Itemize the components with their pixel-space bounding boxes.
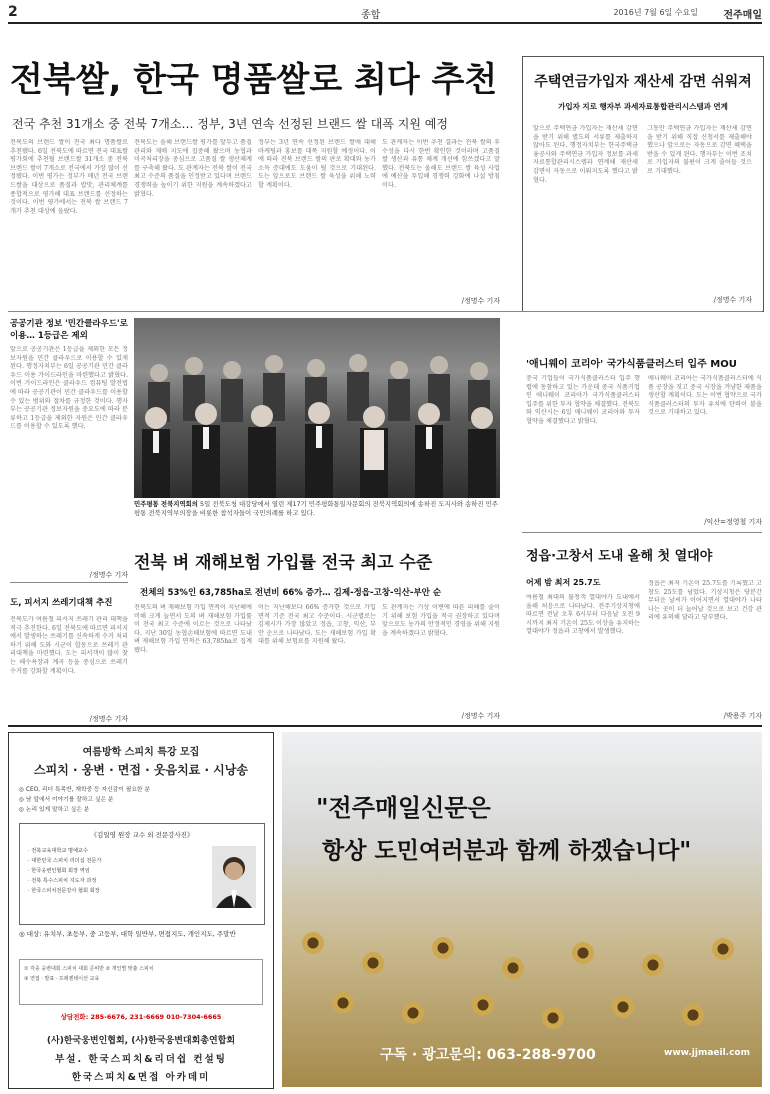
sunflower-icon: [572, 942, 594, 964]
header-rule: [8, 22, 762, 24]
photo-caption: [134, 500, 500, 517]
mou-byline: /익산=정영철 기자: [704, 518, 762, 526]
lead-subhead: 전국 추천 31개소 중 전북 7개소… 정부, 3년 연속 선정된 브랜드 쌀 대폭 지원 예정: [12, 117, 448, 131]
lead-col-2: 전북도는 올해 브랜드쌀 평가를 앞두고 품질 관리와 재배 지도에 집중해 왔으며 농협과 미곡처리장을 중심으로 고품질 쌀 생산체계를 구축해 왔다. 도 관계자는 전북 쌀이 전국 최고 수준의 품질을 인정받고 있다며 브랜드 경쟁력을 높이기 위한 지원을 계속하겠다고 밝혔다.: [134, 139, 252, 198]
tax-byline: /정명수 기자: [713, 296, 752, 304]
paper-promo-ad: [282, 732, 762, 1087]
ad-rule: [8, 725, 762, 727]
insurance-col-3: 도 관계자는 기상 이변에 따른 피해를 줄이기 위해 보험 가입을 적극 권장하고 있다며 앞으로도 농가의 안정적인 경영을 위해 지원을 계속하겠다고 밝혔다.: [382, 604, 500, 637]
crowd-photo-illustration: [134, 318, 500, 498]
sunflower-icon: [712, 938, 734, 960]
ad-title-1: 여름방학 스피치 특강 모집: [82, 747, 200, 758]
heat-col-2: 정읍은 최저 기온이 25.7도를 기록했고 고창도 25도를 넘었다. 기상지청은 당분간 무더운 날씨가 이어지면서 열대야가 나타나는 곳이 더 늘어날 것으로 보고 건강 관리에 유의해 달라고 당부했다.: [648, 580, 762, 622]
lead-col-3: 정부는 3년 연속 선정된 브랜드 쌀에 대해 마케팅과 홍보를 대폭 지원할 예정이다. 이에 따라 전북 브랜드 쌀의 판로 확대와 농가 소득 증대에도 도움이 될 것으로 기대된다. 도는 앞으로도 브랜드 쌀 육성을 위해 노력할 계획이다.: [258, 139, 376, 189]
ad-line-1: ◎ CEO, 리더 특목반, 재학중 등 자신감이 필요한 분: [19, 787, 150, 793]
sunflower-icon: [402, 1002, 424, 1024]
ad-name-2: 한국스피치&면접 아카데미: [71, 1072, 211, 1083]
page-number: 2: [8, 4, 18, 20]
lead-headline: 전북쌀, 한국 명품쌀로 최다 추천: [10, 60, 498, 100]
sunflower-icon: [332, 992, 354, 1014]
ad-org: (사)한국웅변인협회, (사)한국웅변대회총연합회: [46, 1036, 236, 1046]
sunflower-icon: [642, 954, 664, 976]
ad-profile-list: [28, 846, 178, 896]
ad-name-1: 부설. 한국스피치&리더쉽 컨설팅: [55, 1054, 227, 1065]
ad-target: ◎ 대상: 유치부, 초등부, 중 고등부, 대학 일반부, 면접지도, 개인지도, 주말반: [19, 930, 236, 938]
sunflower-icon: [432, 937, 454, 959]
mou-col-2: 애니웨이 코리아는 국가식품클러스터에 식품 공장을 짓고 중국 시장을 겨냥한 제품을 생산할 계획이다. 도는 이번 협약으로 국가식품클러스터의 투자 유치에 탄력이 붙을 것으로 기대하고 있다.: [648, 375, 762, 417]
tax-col-2: 그동안 주택연금 가입자는 재산세 감면을 받기 위해 직접 신청서를 제출해야 했으나 앞으로는 자동으로 감면 혜택을 받을 수 있게 된다. 행자부는 이번 조치로 가입자의 불편이 크게 줄어들 것으로 기대했다.: [647, 125, 752, 175]
paper-name: 전주매일: [723, 10, 762, 21]
insurance-subtitle: 전체의 53%인 63,785ha로 전년비 66% 증가… 김제-정읍-고창-익산-부안 순: [140, 588, 442, 598]
ad-title-2: 스피치 · 웅변 · 면접 · 웃음치료 · 시낭송: [34, 763, 248, 777]
waste-title: 도, 피서지 쓰레기대책 추진: [10, 598, 113, 608]
heat-col-1: 여름철 최대의 불청객 열대야가 도내에서 올해 처음으로 나타났다. 전주기상지청에 따르면 전날 오후 6시부터 다음날 오전 9시까지 최저 기온이 25도 이상을 유지하는 열대야가 정읍과 고창에서 발생했다.: [526, 594, 640, 636]
sunflower-icon: [302, 932, 324, 954]
ad-contact-line: 구독 · 광고문의: 063-288-9700: [380, 1047, 596, 1063]
ad-website: www.jjmaeil.com: [664, 1048, 750, 1058]
sunflower-icon: [612, 996, 634, 1018]
photo-caption-text: 5일 전북도청 대강당에서 열린 제17기 민주평화통일자문회의 전북지역회의에 송하진 도지사와 송하진 민주평통 전북지역부의장을 비롯한 참석자들이 국민의례를 하고 있다.: [134, 500, 498, 517]
cloud-body: 앞으로 공공기관은 1등급을 제외한 모든 정보자원을 민간 클라우드로 이용할 수 있게 된다. 행정자치부는 6일 공공기관 민간 클라우드 이용 가이드라인을 마련했다고 밝혔다. 이번 가이드라인은 클라우드 컴퓨팅 발전법에 따라 공공기관이 민간 클라우드를 이용할 수 있는 범위와 절차를 규정한 것이다. 행자부는 공공기관 정보자원을 중요도에 따라 분류하고 1등급을 제외한 자원은 민간 클라우드를 이용할 수 있도록 했다.: [10, 346, 128, 431]
waste-byline: /정명수 기자: [89, 715, 128, 723]
ad-profile-3: · 한국웅변인협회 회장 역임: [28, 868, 90, 874]
waste-body: 전북도가 여름철 피서지 쓰레기 관리 대책을 적극 추진한다. 6일 전북도에 따르면 피서지에서 발생하는 쓰레기를 신속하게 수거 처리하기 위해 도와 시군이 합동으로 쓰레기 관리대책을 마련했다. 도는 피서객이 많이 찾는 해수욕장과 계곡 등을 중심으로 쓰레기 수거를 강화할 계획이다.: [10, 616, 128, 675]
section-rule: [8, 311, 762, 312]
ad-contact: 상담전화: 285-6676, 231-6669 010-7304-6665: [60, 1013, 222, 1021]
news-photo: [134, 318, 500, 498]
issue-date: 2016년 7월 6일 수요일: [613, 8, 698, 17]
lead-byline: /정명수 기자: [461, 297, 500, 305]
section-name: 종합: [361, 10, 381, 21]
ad-extra-2: ③ 면접 · 발표 · 프레젠테이션 교육: [24, 976, 100, 982]
page-header: [8, 6, 762, 20]
ad-profile-box: [19, 823, 265, 925]
photo-caption-title: 민주평통 전북지역회의: [134, 500, 198, 508]
ad-line-2: ◎ 남 앞에서 이야기를 잘하고 싶은 분: [19, 797, 114, 803]
instructor-portrait-icon: [212, 846, 256, 908]
sunflower-icon: [472, 994, 494, 1016]
ad-extra-1: ① 각종 웅변대회 스피치 대회 준비반 ② 개인별 맞춤 스피치: [24, 966, 154, 972]
sunflower-icon: [542, 1007, 564, 1029]
ad-extra: [19, 959, 263, 1005]
tax-box: [522, 56, 764, 312]
ad-profile-4: · 전북 특수스피치 지도자 과정: [28, 878, 97, 884]
insurance-title: 전북 벼 재해보험 가입률 전국 최고 수준: [134, 553, 433, 573]
cloud-rule: [10, 582, 128, 583]
tax-subtitle: 가입자 지로 행자부 과세자료통합관리시스템과 연계: [558, 102, 728, 111]
mou-col-1: 중국 기업들이 국가식품클러스터 입주 행렬에 동참하고 있는 가운데 중국 식품기업인 애니웨이 코리아가 국가식품클러스터 입주를 위한 투자 협약을 체결했다. 전북도와 익산시는 6일 애니웨이 코리아와 투자 협약을 체결했다고 밝혔다.: [526, 375, 640, 425]
cloud-byline: /정명수 기자: [89, 571, 128, 579]
mou-rule: [522, 532, 762, 533]
ad-profile-head: 《김일영 원장 교수 외 전문강사진》: [90, 831, 194, 839]
insurance-byline: /정명수 기자: [461, 712, 500, 720]
instructor-photo: [212, 846, 256, 908]
ad-slogan-1: "전주매일신문은: [316, 793, 491, 822]
tax-title: 주택연금가입자 재산세 감면 쉬워져: [534, 74, 752, 90]
speech-academy-ad: [8, 732, 274, 1089]
mou-title: '애니웨이 코리아' 국가식품클러스터 입주 MOU: [526, 359, 737, 370]
heat-byline: /박용주 기자: [723, 712, 762, 720]
ad-profile-2: · 대한민국 스피치 리더십 전문가: [28, 858, 102, 864]
cloud-title: 공공기관 정보 '민간클라우드'로 이용… 1등급은 제외: [10, 319, 128, 341]
ad-lines: [19, 785, 265, 815]
sunflower-icon: [502, 957, 524, 979]
lead-col-1: 전북도의 브랜드 쌀이 전국 최다 명품쌀로 추천됐다. 6일 전북도에 따르면 전국 대표쌀 평가회에 추천될 브랜드쌀 31개소 중 전북 브랜드 쌀이 7개소로 전국에서 가장 많이 선정됐다. 이번 평가는 정부가 매년 전국 브랜드쌀을 대상으로 품질과 밥맛, 관리체계를 종합적으로 평가해 대표 브랜드를 선정하는 것이다. 이번 평가에서는 전북 쌀 브랜드 7개가 추천 대상에 올랐다.: [10, 139, 128, 215]
insurance-col-2: 이는 지난해보다 66% 증가한 것으로 가입 면적 기준 전국 최고 수준이다. 시군별로는 김제시가 가장 많았고 정읍, 고창, 익산, 부안 순으로 나타났다. 도는 재해보험 가입 확대를 위해 보험료를 지원해 왔다.: [258, 604, 376, 646]
ad-slogan-2: 항상 도민여러분과 함께 하겠습니다": [322, 837, 692, 864]
ad-line-3: ◎ 논리 있게 말하고 싶은 분: [19, 807, 90, 813]
tax-col-1: 앞으로 주택연금 가입자는 재산세 감면을 받기 위해 별도의 서류를 제출하지 않아도 된다. 행정자치부는 한국주택금융공사와 주택연금 가입자 정보를 과세자료통합관리시스템과 연계해 재산세 감면이 자동으로 이뤄지도록 했다고 밝혔다.: [533, 125, 638, 184]
ad-profile-5: · 한국스피치전문강사 협회 회장: [28, 888, 100, 894]
sunflower-icon: [362, 952, 384, 974]
lead-col-4: 도 관계자는 이번 추천 결과는 전북 쌀의 우수성을 다시 한번 확인한 것이라며 고품질 쌀 생산과 유통 체계 개선에 힘쓰겠다고 말했다. 전북도는 올해도 브랜드 쌀 육성 사업에 예산을 투입해 경쟁력 강화에 나설 방침이다.: [382, 139, 500, 189]
heat-subtitle: 어제 밤 최저 25.7도: [526, 578, 601, 587]
insurance-col-1: 전북도의 벼 재해보험 가입 면적이 지난해에 비해 크게 늘면서 도의 벼 재해보험 가입률이 전국 최고 수준에 이르는 것으로 나타났다. 지난 30일 농협손해보험에 따르면 도내 벼 재해보험 가입 면적은 63,785ha로 집계됐다.: [134, 604, 252, 654]
sunflower-icon: [682, 1004, 704, 1026]
ad-profile-1: · 전북교육대학교 명예교수: [28, 848, 89, 854]
heat-title: 정읍·고창서 도내 올해 첫 열대야: [526, 549, 713, 564]
